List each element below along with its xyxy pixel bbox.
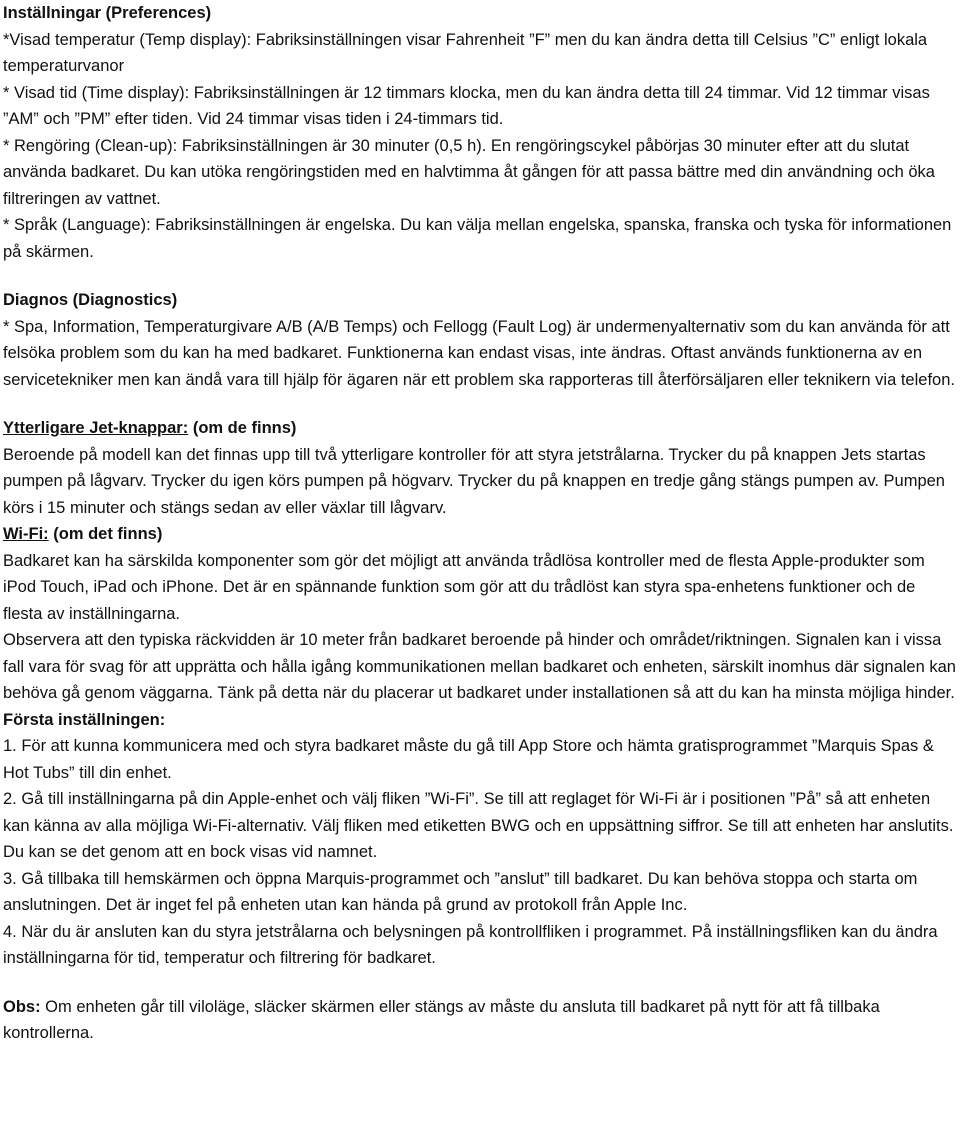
wifi-paragraph-1: Badkaret kan ha särskilda komponenter som gör det möjligt att använda trådlösa kontroller med de flesta Apple-produkter som iPod Touch, iPad och iPhone. Det är en spännande funktion som gör att du trådlöst kan styra spa-enhetens funktioner och de flesta av inställningarna.: [3, 551, 925, 623]
jets-heading: [3, 415, 957, 442]
note-text: Om enheten går till viloläge, släcker skärmen eller stängs av måste du ansluta till badkaret på nytt för att få tillbaka kontrollerna.: [3, 997, 880, 1042]
time-display-paragraph: * Visad tid (Time display): Fabriksinställningen är 12 timmars klocka, men du kan ändra detta till 24 timmar. Vid 12 timmar visas ”AM” och ”PM” efter tiden. Vid 24 timmar visas tiden i 24-timmars tid.: [3, 83, 930, 128]
wifi-heading: [3, 521, 957, 548]
jets-heading-rest: (om de finns): [188, 419, 297, 437]
first-setup-section: [3, 707, 957, 972]
diagnostics-section: [3, 287, 957, 393]
spacer: [3, 393, 957, 415]
jets-heading-underlined: Ytterligare Jet-knappar:: [3, 419, 189, 437]
temp-display-paragraph: *Visad temperatur (Temp display): Fabriksinställningen visar Fahrenheit ”F” men du kan ändra detta till Celsius ”C” enligt lokala temperaturvanor: [3, 30, 928, 75]
diagnostics-paragraph: * Spa, Information, Temperaturgivare A/B (A/B Temps) och Fellogg (Fault Log) är undermenyalternativ som du kan använda för att felsöka problem som du kan ha med badkaret. Funktionerna kan endast visas, inte ändras. Oftast används funktionerna av en servicetekniker men kan ändå vara till hjälp för ägaren när ett problem ska rapporteras till återförsäljaren eller teknikern via telefon.: [3, 317, 955, 389]
diagnostics-heading: Diagnos (Diagnostics): [3, 291, 178, 309]
wifi-paragraph-2: Observera att den typiska räckvidden är 10 meter från badkaret beroende på hinder och området/riktningen. Signalen kan i vissa fall vara för svag för att upprätta och hålla igång kommunikationen mellan badkaret och enheten, särskilt inomhus där signalen kan behöva gå genom väggarna. Tänk på detta när du placerar ut badkaret under installationen så att du kan ha minsta möjliga hinder.: [3, 631, 956, 702]
settings-section: [3, 0, 957, 265]
wifi-heading-rest: (om det finns): [48, 525, 163, 543]
settings-heading: Inställningar (Preferences): [3, 4, 212, 22]
spacer: [3, 972, 957, 994]
setup-step-2: 2. Gå till inställningarna på din Apple-enhet och välj fliken ”Wi-Fi”. Se till att reglaget för Wi-Fi är i positionen ”På” så att enheten kan känna av alla möjliga Wi-Fi-alternativ. Välj fliken med etiketten BWG och en uppsättning siffror. Se till att enheten har anslutits. Du kan se det genom att en bock visas vid namnet.: [3, 790, 954, 861]
setup-step-4: 4. När du är ansluten kan du styra jetstrålarna och belysningen på kontrollfliken i programmet. På inställningsfliken kan du ändra inställningarna för tid, temperatur och filtrering för badkaret.: [3, 922, 938, 967]
note-label: Obs:: [3, 997, 41, 1016]
setup-step-3: 3. Gå tillbaka till hemskärmen och öppna Marquis-programmet och ”anslut” till badkaret. Du kan behöva stoppa och starta om anslutningen. Det är inget fel på enheten utan kan hända på grund av protokoll från Apple Inc.: [3, 869, 918, 914]
wifi-section: [3, 521, 957, 707]
setup-step-1: 1. För att kunna kommunicera med och styra badkaret måste du gå till App Store och hämta gratisprogrammet ”Marquis Spas & Hot Tubs” till din enhet.: [3, 737, 934, 782]
spacer: [3, 265, 957, 287]
wifi-heading-underlined: Wi-Fi:: [3, 525, 49, 543]
note-paragraph: [3, 994, 957, 1047]
clean-up-paragraph: * Rengöring (Clean-up): Fabriksinställningen är 30 minuter (0,5 h). En rengöringscykel påbörjas 30 minuter efter att du slutat använda badkaret. Du kan utöka rengöringstiden med en halvtimma åt gången för att passa bättre med din användning och öka filtreringen av vattnet.: [3, 136, 935, 208]
jets-section: [3, 415, 957, 521]
language-paragraph: * Språk (Language): Fabriksinställningen är engelska. Du kan välja mellan engelska, spanska, franska och tyska för informationen på skärmen.: [3, 216, 952, 261]
first-setup-heading: Första inställningen:: [3, 710, 166, 729]
note-section: [3, 994, 957, 1047]
jets-paragraph: Beroende på modell kan det finnas upp till två ytterligare kontroller för att styra jetstrålarna. Trycker du på knappen Jets startas pumpen på lågvarv. Trycker du igen körs pumpen på högvarv. Trycker du på knappen en tredje gång stängs pumpen av. Pumpen körs i 15 minuter och stängs sedan av eller växlar till lågvarv.: [3, 445, 945, 517]
